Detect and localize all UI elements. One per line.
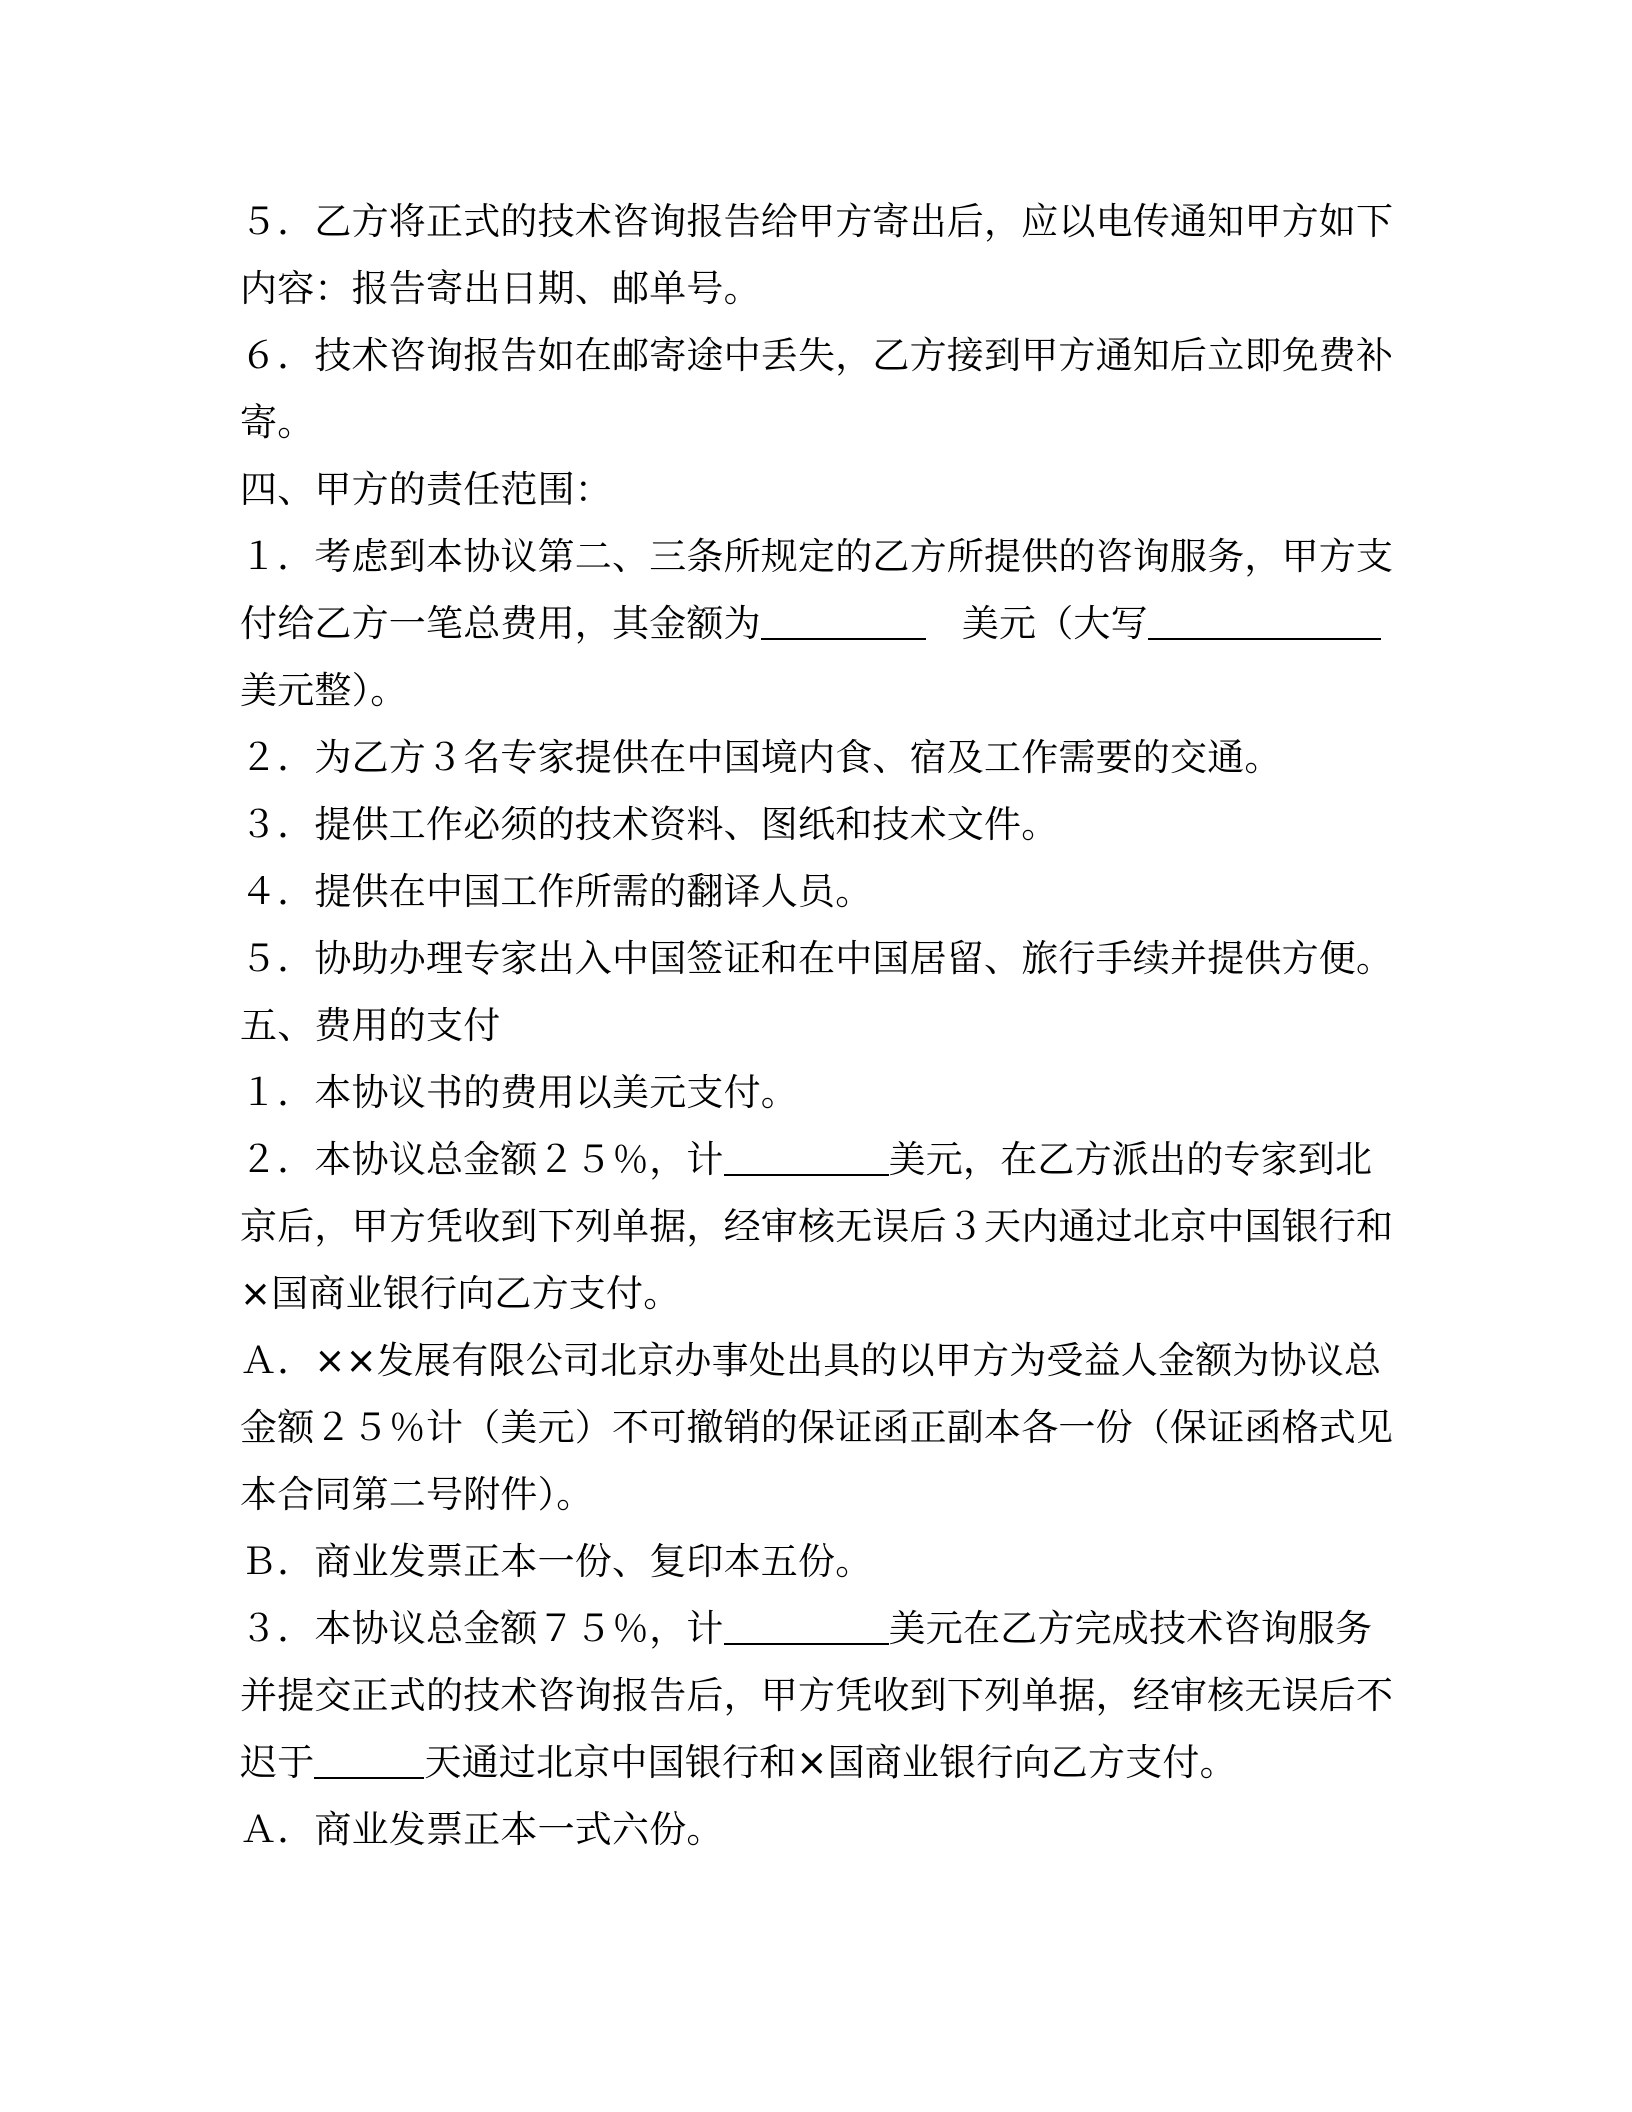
section-4-heading: 四、甲方的责任范围： bbox=[240, 468, 612, 511]
clause-3-5-line-1: ５．乙方将正式的技术咨询报告给甲方寄出后，应以电传通知甲方如下 bbox=[240, 200, 1394, 243]
first-payment-blank bbox=[724, 1140, 889, 1176]
clause-3-5-line-2: 内容：报告寄出日期、邮单号。 bbox=[240, 267, 761, 310]
clause-4-1-text-b: 美元（大写 bbox=[961, 602, 1148, 645]
fee-amount-blank bbox=[761, 604, 926, 640]
clause-4-5: ５．协助办理专家出入中国签证和在中国居留、旅行手续并提供方便。 bbox=[240, 937, 1394, 980]
clause-5-2-line-3: ×国商业银行向乙方支付。 bbox=[240, 1272, 681, 1315]
section-5-heading: 五、费用的支付 bbox=[240, 1004, 501, 1047]
clause-4-1-text-a: 付给乙方一笔总费用，其金额为 bbox=[240, 602, 761, 645]
days-blank bbox=[314, 1743, 424, 1779]
clause-5-2-a-line-3: 本合同第二号附件）。 bbox=[240, 1473, 594, 1516]
clause-4-3: ３．提供工作必须的技术资料、图纸和技术文件。 bbox=[240, 803, 1059, 846]
clause-4-1-line-2 bbox=[240, 590, 1400, 657]
clause-5-2-a-line-1: Ａ．××发展有限公司北京办事处出具的以甲方为受益人金额为协议总 bbox=[240, 1339, 1382, 1382]
clause-5-2-text-a: ２．本协议总金额２５％，计 bbox=[240, 1138, 724, 1181]
clause-5-3-line-3 bbox=[240, 1729, 1400, 1796]
clause-5-3-text-b: 美元在乙方完成技术咨询服务 bbox=[888, 1607, 1373, 1650]
clause-5-1: １．本协议书的费用以美元支付。 bbox=[240, 1071, 798, 1114]
fee-words-blank bbox=[1148, 604, 1381, 640]
document-body bbox=[240, 188, 1400, 1863]
second-payment-blank bbox=[724, 1609, 889, 1645]
clause-5-3-line-1 bbox=[240, 1595, 1400, 1662]
clause-5-2-line-1 bbox=[240, 1126, 1400, 1193]
clause-5-3-text-c: 迟于 bbox=[240, 1741, 315, 1784]
clause-5-3-line-2: 并提交正式的技术咨询报告后，甲方凭收到下列单据，经审核无误后不 bbox=[240, 1674, 1394, 1717]
clause-5-2-a-line-2: 金额２５％计（美元）不可撤销的保证函正副本各一份（保证函格式见 bbox=[240, 1406, 1394, 1449]
clause-4-4: ４．提供在中国工作所需的翻译人员。 bbox=[240, 870, 873, 913]
clause-4-2: ２．为乙方３名专家提供在中国境内食、宿及工作需要的交通。 bbox=[240, 736, 1282, 779]
clause-5-3-text-a: ３．本协议总金额７５％，计 bbox=[240, 1607, 724, 1650]
clause-3-6-line-2: 寄。 bbox=[240, 401, 315, 444]
clause-5-2-line-2: 京后，甲方凭收到下列单据，经审核无误后３天内通过北京中国银行和 bbox=[240, 1205, 1394, 1248]
clause-5-2-b: Ｂ．商业发票正本一份、复印本五份。 bbox=[240, 1540, 873, 1583]
clause-5-3-text-d: 天通过北京中国银行和×国商业银行向乙方支付。 bbox=[424, 1741, 1237, 1784]
clause-5-2-text-b: 美元，在乙方派出的专家到北 bbox=[888, 1138, 1373, 1181]
clause-4-1-line-1: １．考虑到本协议第二、三条所规定的乙方所提供的咨询服务，甲方支 bbox=[240, 535, 1394, 578]
clause-4-1-line-3: 美元整）。 bbox=[240, 669, 408, 712]
clause-3-6-line-1: ６．技术咨询报告如在邮寄途中丢失，乙方接到甲方通知后立即免费补 bbox=[240, 334, 1394, 377]
clause-5-3-a: Ａ．商业发票正本一式六份。 bbox=[240, 1808, 724, 1851]
